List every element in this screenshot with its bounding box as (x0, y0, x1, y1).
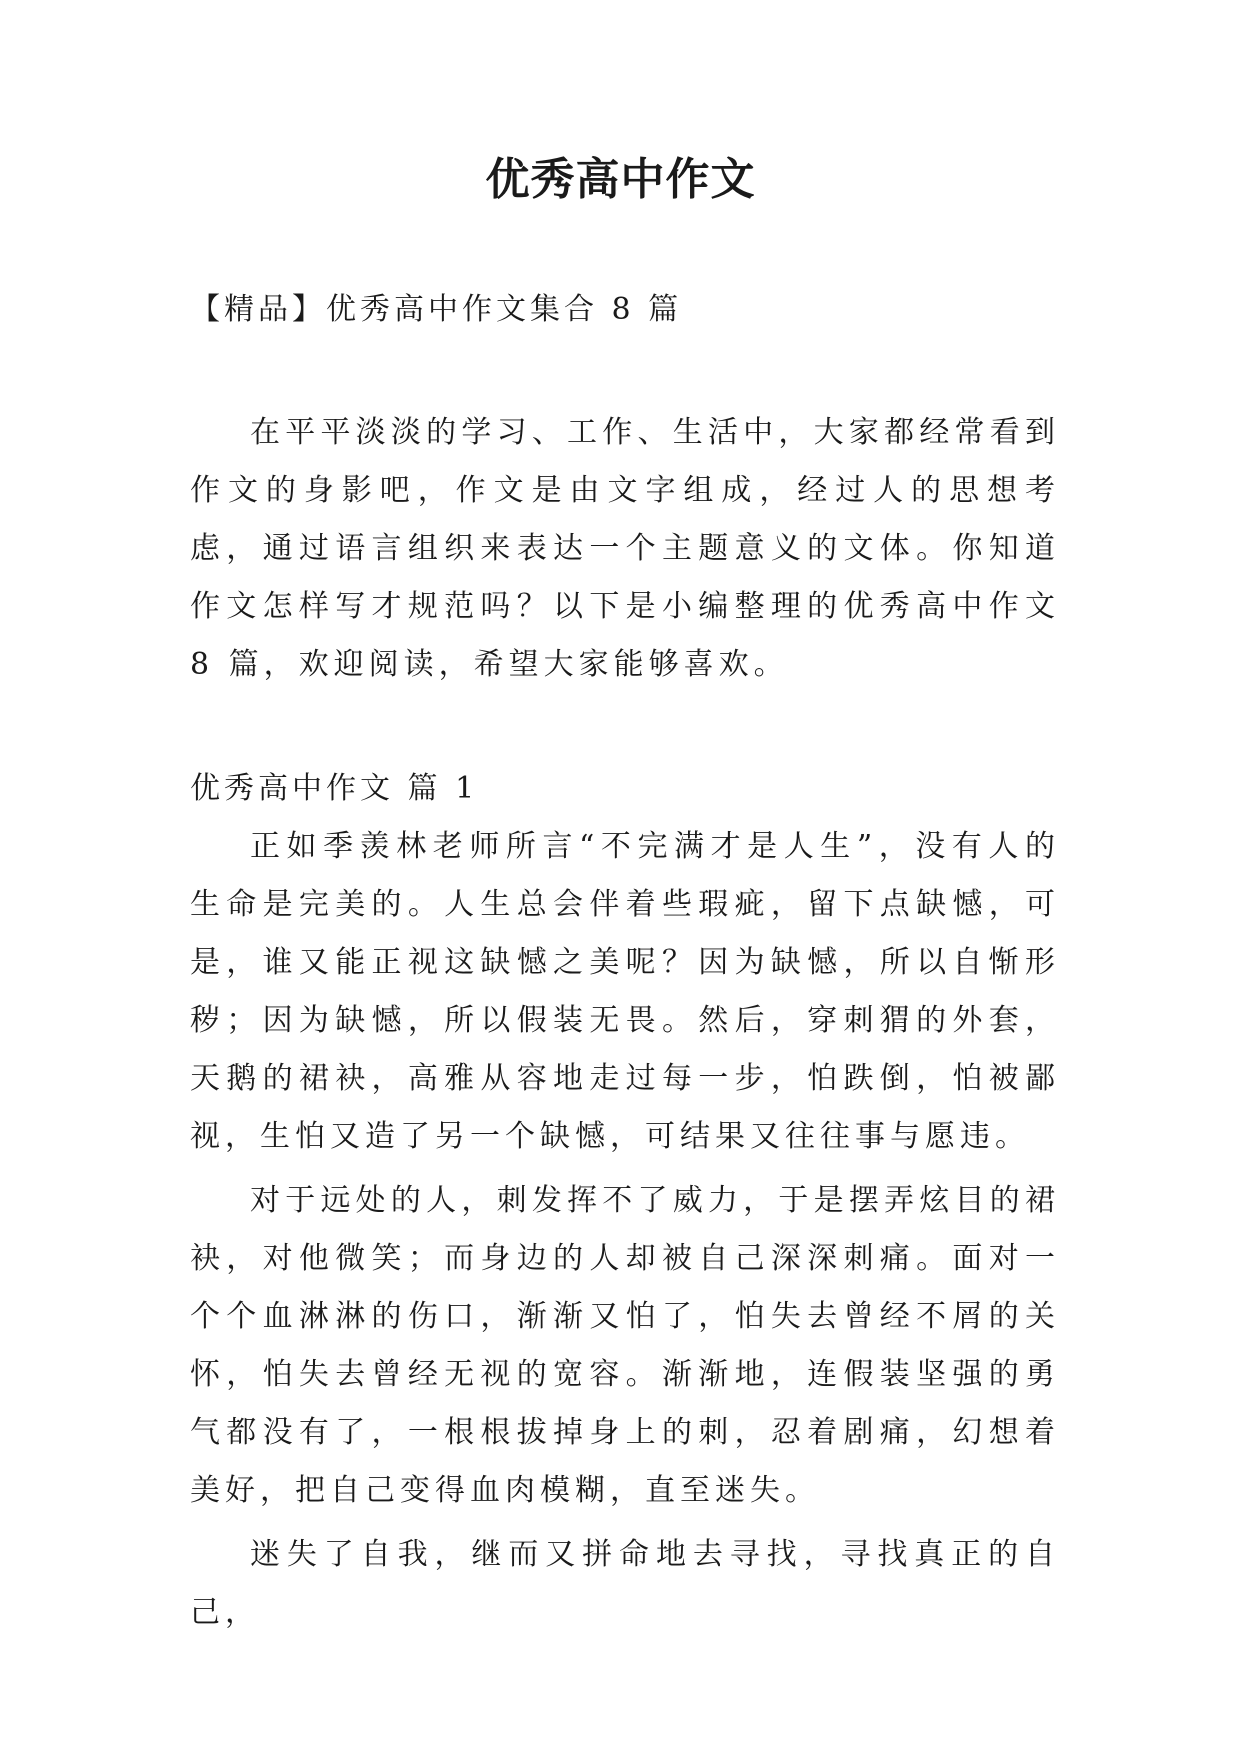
document-subtitle: 【精品】优秀高中作文集合 8 篇 (190, 292, 683, 327)
intro-paragraph: 在平平淡淡的学习、工作、生活中，大家都经常看到作文的身影吧，作文是由文字组成，经过人的思想考虑，通过语言组织来表达一个主题意义的文体。你知道作文怎样写才规范吗？以下是小编整理的优秀高中作文 8 篇，欢迎阅读，希望大家能够喜欢。 (190, 415, 1060, 682)
essay-paragraph-3: 迷失了自我，继而又拼命地去寻找，寻找真正的自己， (190, 1537, 1060, 1630)
essay-block (190, 760, 1060, 1642)
essay-paragraph-1: 正如季羡林老师所言“不完满才是人生”，没有人的生命是完美的。人生总会伴着些瑕疵，留下点缺憾，可是，谁又能正视这缺憾之美呢？因为缺憾，所以自惭形秽；因为缺憾，所以假装无畏。然后，穿刺猬的外套，天鹅的裙袂，高雅从容地走过每一步，怕跌倒，怕被鄙视，生怕又造了另一个缺憾，可结果又往往事与愿违。 (190, 829, 1060, 1154)
section-heading: 优秀高中作文 篇 1 (190, 771, 479, 806)
essay-paragraph-2: 对于远处的人，刺发挥不了威力，于是摆弄炫目的裙袂，对他微笑；而身边的人却被自己深深刺痛。面对一个个血淋淋的伤口，渐渐又怕了，怕失去曾经不屑的关怀，怕失去曾经无视的宽容。渐渐地，连假装坚强的勇气都没有了，一根根拔掉身上的刺，忍着剧痛，幻想着美好，把自己变得血肉模糊，直至迷失。 (190, 1183, 1060, 1508)
intro-block (190, 404, 1060, 694)
document-title: 优秀高中作文 (485, 154, 756, 205)
